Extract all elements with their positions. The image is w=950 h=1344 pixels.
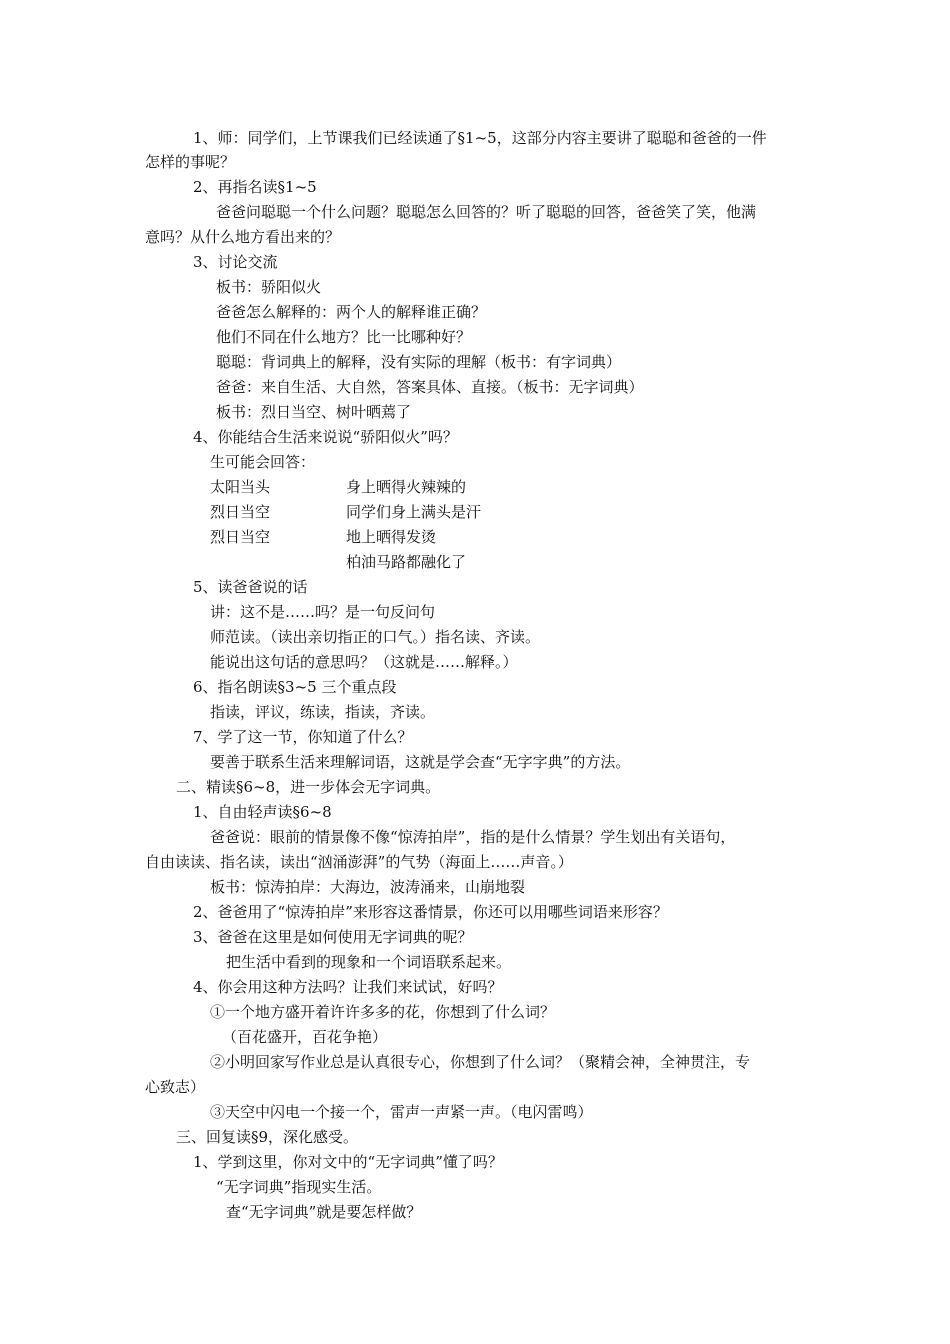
section-heading: 二、精读§6~8，进一步体会无字词典。 <box>176 778 441 796</box>
text-line: ②小明回家写作业总是认真很专心，你想到了什么词？（聚精会神，全神贯注，专 <box>210 1053 751 1071</box>
text-line: 3、爸爸在这里是如何使用无字词典的呢？ <box>193 928 473 946</box>
answer-right: 地上晒得发烫 <box>346 528 437 546</box>
text-line: 意吗？从什么地方看出来的？ <box>145 228 341 246</box>
text-line: 查“无字词典”就是要怎样做？ <box>226 1203 422 1221</box>
text-line: 板书：烈日当空、树叶晒蔫了 <box>216 403 412 421</box>
text-line: ①一个地方盛开着许许多多的花，你想到了什么词？ <box>210 1003 556 1021</box>
text-line: 板书：骄阳似火 <box>216 278 322 296</box>
text-line: 自由读读、指名读，读出“汹涌澎湃”的气势（海面上……声音。） <box>145 853 573 871</box>
text-line: 能说出这句话的意思吗？（这就是……解释。） <box>210 653 518 671</box>
text-line: 板书：惊涛拍岸：大海边，波涛涌来，山崩地裂 <box>210 878 526 896</box>
text-line: 2、爸爸用了“惊涛拍岸”来形容这番情景，你还可以用哪些词语来形容？ <box>193 903 668 921</box>
text-line: 4、你能结合生活来说说“骄阳似火”吗？ <box>193 428 458 446</box>
text-line: 心致志） <box>145 1078 206 1096</box>
text-line: 指读，评议，练读，指读，齐读。 <box>210 703 436 721</box>
text-line: 生可能会回答： <box>210 453 316 471</box>
section-heading: 三、回复读§9，深化感受。 <box>176 1128 359 1146</box>
text-line: 师范读。（读出亲切指正的口气。）指名读、齐读。 <box>210 628 541 646</box>
text-line: 讲：这不是……吗？是一句反问句 <box>210 603 436 621</box>
text-line: 6、指名朗读§3~5 三个重点段 <box>193 678 397 696</box>
text-line: 爸爸说：眼前的情景像不像“惊涛拍岸”，指的是什么情景？学生划出有关语句， <box>210 828 736 846</box>
text-line: 爸爸：来自生活、大自然，答案具体、直接。（板书：无字词典） <box>216 378 644 396</box>
text-line: 爸爸问聪聪一个什么问题？聪聪怎么回答的？听了聪聪的回答，爸爸笑了笑，他满 <box>216 203 757 221</box>
text-line: 1、师：同学们，上节课我们已经读通了§1~5，这部分内容主要讲了聪聪和爸爸的一件 <box>193 129 767 147</box>
answer-left: 烈日当空 <box>210 503 271 521</box>
text-line: ③天空中闪电一个接一个，雷声一声紧一声。（电闪雷鸣） <box>210 1103 593 1121</box>
text-line: 5、读爸爸说的话 <box>193 578 308 596</box>
text-line: 1、学到这里，你对文中的“无字词典”懂了吗？ <box>193 1153 503 1171</box>
text-line: 3、讨论交流 <box>193 253 278 271</box>
answer-right: 身上晒得火辣辣的 <box>346 478 467 496</box>
text-line: 他们不同在什么地方？比一比哪种好？ <box>216 328 472 346</box>
answer-left: 烈日当空 <box>210 528 271 546</box>
text-line: （百花盛开，百花争艳） <box>222 1028 388 1046</box>
text-line: 怎样的事呢？ <box>145 153 236 171</box>
text-line: 要善于联系生活来理解词语，这就是学会查“无字字典”的方法。 <box>210 753 631 771</box>
text-line: 爸爸怎么解释的：两个人的解释谁正确？ <box>216 303 487 321</box>
text-line: “无字词典”指现实生活。 <box>216 1178 382 1196</box>
answer-right: 同学们身上满头是汗 <box>346 503 482 521</box>
text-line: 4、你会用这种方法吗？让我们来试试，好吗？ <box>193 978 503 996</box>
text-line: 7、学了这一节，你知道了什么？ <box>193 728 413 746</box>
text-line: 1、自由轻声读§6~8 <box>193 803 332 821</box>
answer-left: 太阳当头 <box>210 478 271 496</box>
text-line: 聪聪：背词典上的解释，没有实际的理解（板书：有字词典） <box>216 353 622 371</box>
text-line: 把生活中看到的现象和一个词语联系起来。 <box>226 953 512 971</box>
answer-right: 柏油马路都融化了 <box>346 553 467 571</box>
text-line: 2、再指名读§1~5 <box>193 178 317 196</box>
